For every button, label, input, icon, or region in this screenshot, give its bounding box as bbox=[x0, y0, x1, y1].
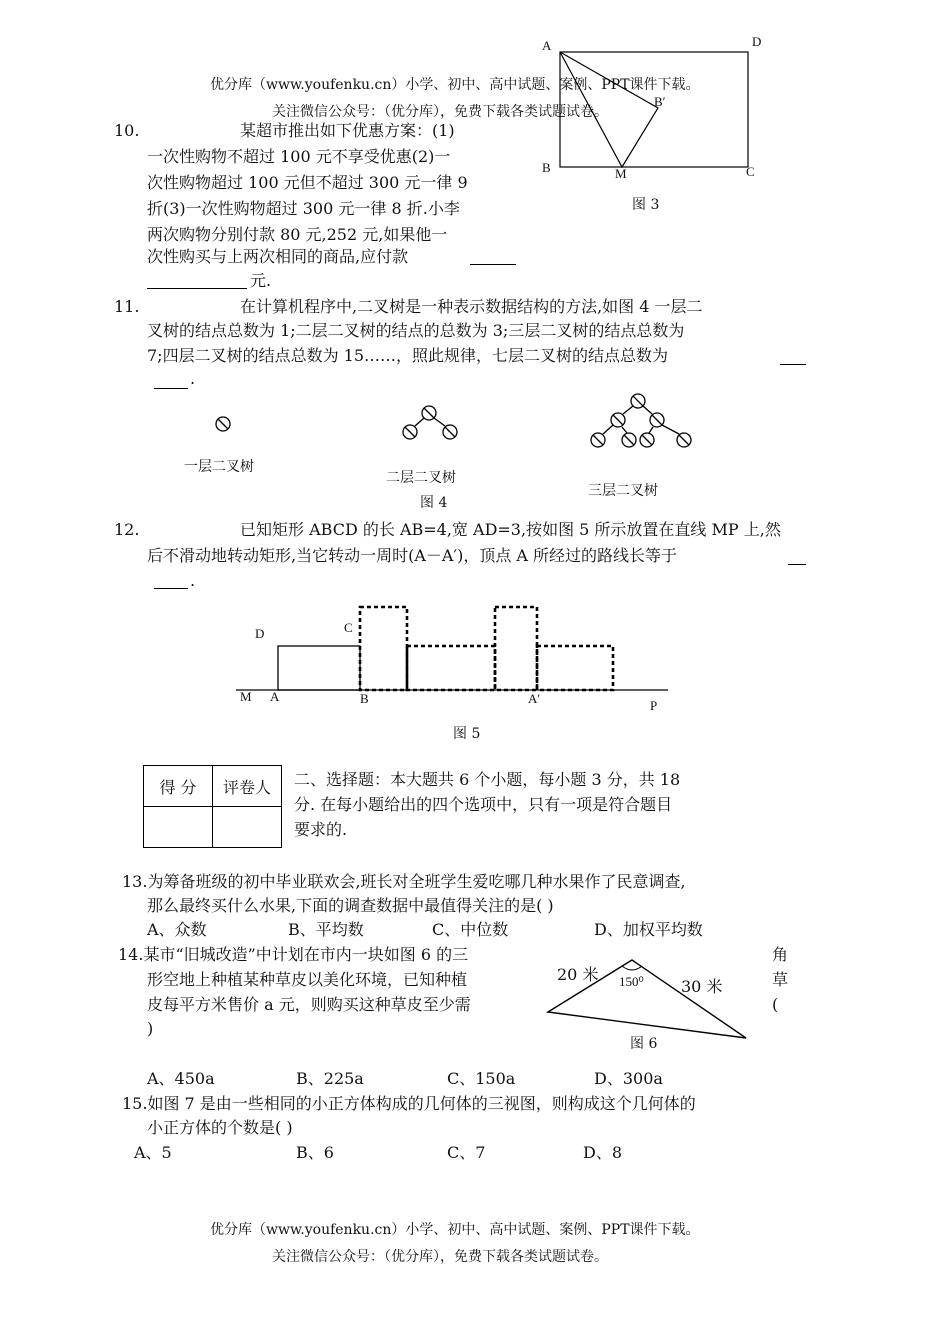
fig3-label-b: B bbox=[542, 160, 551, 175]
q14-option-a[interactable]: A、450a bbox=[147, 1069, 215, 1088]
q11-line3: 7;四层二叉树的结点总数为 15……，照此规律，七层二叉树的结点总数为 bbox=[147, 346, 669, 365]
fig5-label-p: P bbox=[650, 698, 658, 713]
q11-line2: 叉树的结点总数为 1;二层二叉树的结点的总数为 3;三层二叉树的结点总数为 bbox=[147, 321, 685, 340]
fig3-label-bprime: B′ bbox=[654, 94, 666, 109]
section2-line2: 分. 在每小题给出的四个选项中，只有一项是符合题目 bbox=[294, 795, 673, 814]
q10-line4: 折(3)一次性购物超过 300 元一律 8 折.小李 bbox=[147, 199, 460, 218]
q14-option-b[interactable]: B、225a bbox=[296, 1069, 364, 1088]
q15-option-d[interactable]: D、8 bbox=[583, 1143, 623, 1162]
fig5-caption: 图 5 bbox=[453, 726, 481, 742]
fig4-label-one: 一层二叉树 bbox=[184, 459, 254, 475]
q15-line1: 15.如图 7 是由一些相同的小正方体构成的几何体的三视图，则构成这个几何体的 bbox=[122, 1094, 696, 1113]
q15-line2: 小正方体的个数是( ) bbox=[147, 1118, 293, 1137]
fig5-label-b: B bbox=[360, 691, 369, 706]
q14-line1: 14.某市“旧城改造”中计划在市内一块如图 6 的三 bbox=[118, 945, 469, 964]
fig6-side-20: 20 米 bbox=[557, 965, 599, 984]
q10-line1: 某超市推出如下优惠方案：(1) bbox=[240, 121, 455, 140]
fig3-label-a: A bbox=[542, 38, 552, 53]
fig3-label-c: C bbox=[746, 164, 755, 179]
q13-line1: 13.为筹备班级的初中毕业联欢会,班长对全班学生爱吃哪几种水果作了民意调查, bbox=[122, 872, 686, 891]
angle-arc bbox=[622, 966, 642, 970]
fig4-label-three: 三层二叉树 bbox=[588, 483, 658, 499]
q14-option-d[interactable]: D、300a bbox=[594, 1069, 663, 1088]
q11-line1: 在计算机程序中,二叉树是一种表示数据结构的方法,如图 4 一层二 bbox=[240, 297, 703, 316]
q12-line1: 已知矩形 ABCD 的长 AB=4,宽 AD=3,按如图 5 所示放置在直线 MP 上,然 bbox=[240, 520, 781, 539]
q15-option-c[interactable]: C、7 bbox=[447, 1143, 486, 1162]
q12-line3: . bbox=[190, 571, 196, 590]
score-header-grader: 评卷人 bbox=[213, 766, 282, 807]
fig5-label-c: C bbox=[344, 620, 353, 635]
watermark-bottom-line1: 优分库（www.youfenku.cn）小学、初中、高中试题、案例、PPT课件下载。 bbox=[210, 1222, 700, 1238]
q13-option-a[interactable]: A、众数 bbox=[147, 920, 207, 939]
q10-line2: 一次性购物不超过 100 元不享受优惠(2)一 bbox=[147, 147, 451, 166]
q15-option-a[interactable]: A、5 bbox=[134, 1143, 172, 1162]
q14-option-c[interactable]: C、150a bbox=[447, 1069, 516, 1088]
q13-option-b[interactable]: B、平均数 bbox=[288, 920, 364, 939]
score-header-score: 得 分 bbox=[144, 766, 213, 807]
q12-line2: 后不滑动地转动矩形,当它转动一周时(A－A′)，顶点 A 所经过的路线长等于 bbox=[147, 546, 678, 565]
q14-right-2: 草 bbox=[772, 970, 789, 989]
fig3-caption: 图 3 bbox=[632, 197, 660, 213]
fig3-label-d: D bbox=[752, 34, 762, 49]
q13-line2: 那么最终买什么水果,下面的调查数据中最值得关注的是( ) bbox=[147, 896, 554, 915]
q11-line4: . bbox=[190, 369, 196, 388]
fig6-side-30: 30 米 bbox=[681, 977, 723, 996]
fig5-label-d: D bbox=[255, 626, 265, 641]
q10-line3: 次性购物超过 100 元但不超过 300 元一律 9 bbox=[147, 173, 468, 192]
q10-line6: 次性购买与上两次相同的商品,应付款 bbox=[147, 247, 409, 266]
fig5-label-m: M bbox=[240, 689, 252, 704]
fig4-label-two: 二层二叉树 bbox=[386, 470, 456, 486]
q14-line2: 形空地上种植某种草皮以美化环境，已知种植 bbox=[147, 970, 468, 989]
q10-number: 10. bbox=[114, 121, 140, 140]
q14-right-3: ( bbox=[772, 995, 779, 1014]
watermark-bottom-line2: 关注微信公众号：（优分库），免费下载各类试题试卷。 bbox=[272, 1249, 608, 1265]
fig3-label-m: M bbox=[615, 166, 627, 181]
section2-line3: 要求的. bbox=[294, 820, 348, 839]
fig5-label-a: A bbox=[270, 689, 280, 704]
q13-option-c[interactable]: C、中位数 bbox=[432, 920, 509, 939]
fig6-caption: 图 6 bbox=[630, 1036, 658, 1052]
q12-number: 12. bbox=[114, 520, 140, 539]
q10-line5: 两次购物分别付款 80 元,252 元,如果他一 bbox=[147, 225, 448, 244]
q11-number: 11. bbox=[114, 297, 140, 316]
watermark-line2: 关注微信公众号：（优分库），免费下载各类试题试卷。 bbox=[272, 104, 608, 120]
section2-line1: 二、选择题：本大题共 6 个小题，每小题 3 分，共 18 bbox=[294, 770, 681, 789]
fig6-angle: 150⁰ bbox=[619, 974, 644, 989]
watermark-line1: 优分库（www.youfenku.cn）小学、初中、高中试题、案例、PPT课件下载。 bbox=[210, 77, 700, 93]
fig5-label-aprime: A′ bbox=[528, 691, 541, 706]
q14-line4: ) bbox=[147, 1019, 154, 1038]
q14-right-1: 角 bbox=[772, 945, 789, 964]
q14-line3: 皮每平方米售价 a 元，则购买这种草皮至少需 bbox=[147, 995, 471, 1014]
q10-line7: 元. bbox=[250, 271, 272, 290]
fig4-caption: 图 4 bbox=[420, 495, 448, 511]
q15-option-b[interactable]: B、6 bbox=[296, 1143, 334, 1162]
q13-option-d[interactable]: D、加权平均数 bbox=[594, 920, 703, 939]
